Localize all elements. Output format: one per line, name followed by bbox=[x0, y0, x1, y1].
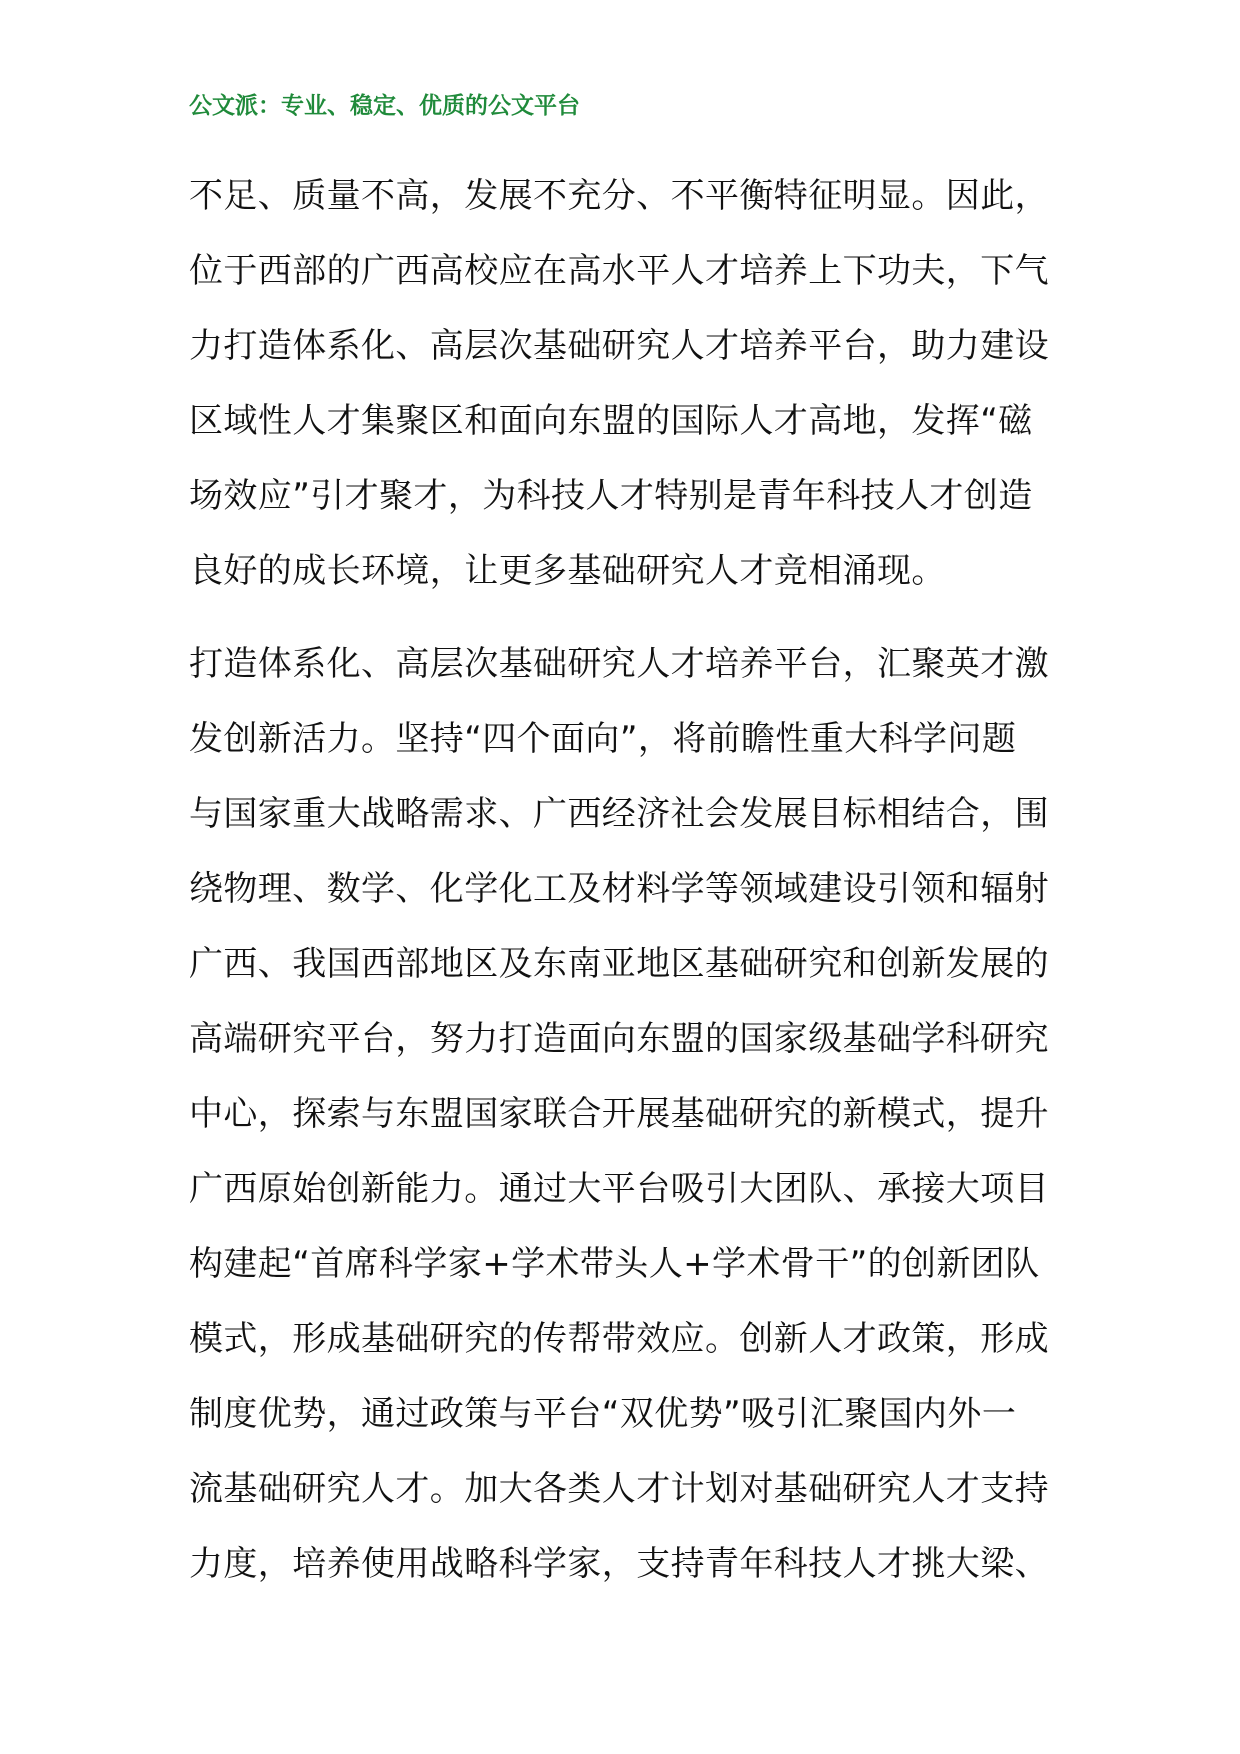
paragraph-line: 不足、质量不高，发展不充分、不平衡特征明显。因此， bbox=[189, 176, 1049, 216]
paragraph-line: 力打造体系化、高层次基础研究人才培养平台，助力建设 bbox=[189, 326, 1049, 366]
paragraph-2 bbox=[189, 627, 1059, 1602]
paragraph-line: 绕物理、数学、化学化工及材料学等领域建设引领和辐射 bbox=[189, 869, 1049, 909]
paragraph-line: 制度优势，通过政策与平台“双优势”吸引汇聚国内外一 bbox=[189, 1394, 1017, 1434]
paragraph-line: 构建起“首席科学家+学术带头人+学术骨干”的创新团队 bbox=[189, 1244, 1040, 1284]
paragraph-line: 良好的成长环境，让更多基础研究人才竞相涌现。 bbox=[189, 551, 946, 591]
paragraph-line: 流基础研究人才。加大各类人才计划对基础研究人才支持 bbox=[189, 1469, 1049, 1509]
paragraph-line: 中心，探索与东盟国家联合开展基础研究的新模式，提升 bbox=[189, 1094, 1049, 1134]
paragraph-1 bbox=[189, 159, 1059, 609]
document-header: 公文派：专业、稳定、优质的公文平台 bbox=[189, 92, 580, 119]
paragraph-line: 广西、我国西部地区及东南亚地区基础研究和创新发展的 bbox=[189, 944, 1049, 984]
paragraph-line: 与国家重大战略需求、广西经济社会发展目标相结合，围 bbox=[189, 794, 1049, 834]
paragraph-line: 发创新活力。坚持“四个面向”，将前瞻性重大科学问题 bbox=[189, 719, 1017, 759]
paragraph-line: 模式，形成基础研究的传帮带效应。创新人才政策，形成 bbox=[189, 1319, 1049, 1359]
paragraph-line: 打造体系化、高层次基础研究人才培养平台，汇聚英才激 bbox=[189, 644, 1049, 684]
paragraph-line: 位于西部的广西高校应在高水平人才培养上下功夫，下气 bbox=[189, 251, 1049, 291]
paragraph-line: 力度，培养使用战略科学家，支持青年科技人才挑大梁、 bbox=[189, 1544, 1049, 1584]
paragraph-line: 区域性人才集聚区和面向东盟的国际人才高地，发挥“磁 bbox=[189, 401, 1033, 441]
paragraph-line: 场效应”引才聚才，为科技人才特别是青年科技人才创造 bbox=[189, 476, 1033, 516]
paragraph-line: 高端研究平台，努力打造面向东盟的国家级基础学科研究 bbox=[189, 1019, 1049, 1059]
paragraph-line: 广西原始创新能力。通过大平台吸引大团队、承接大项目 bbox=[189, 1169, 1049, 1209]
